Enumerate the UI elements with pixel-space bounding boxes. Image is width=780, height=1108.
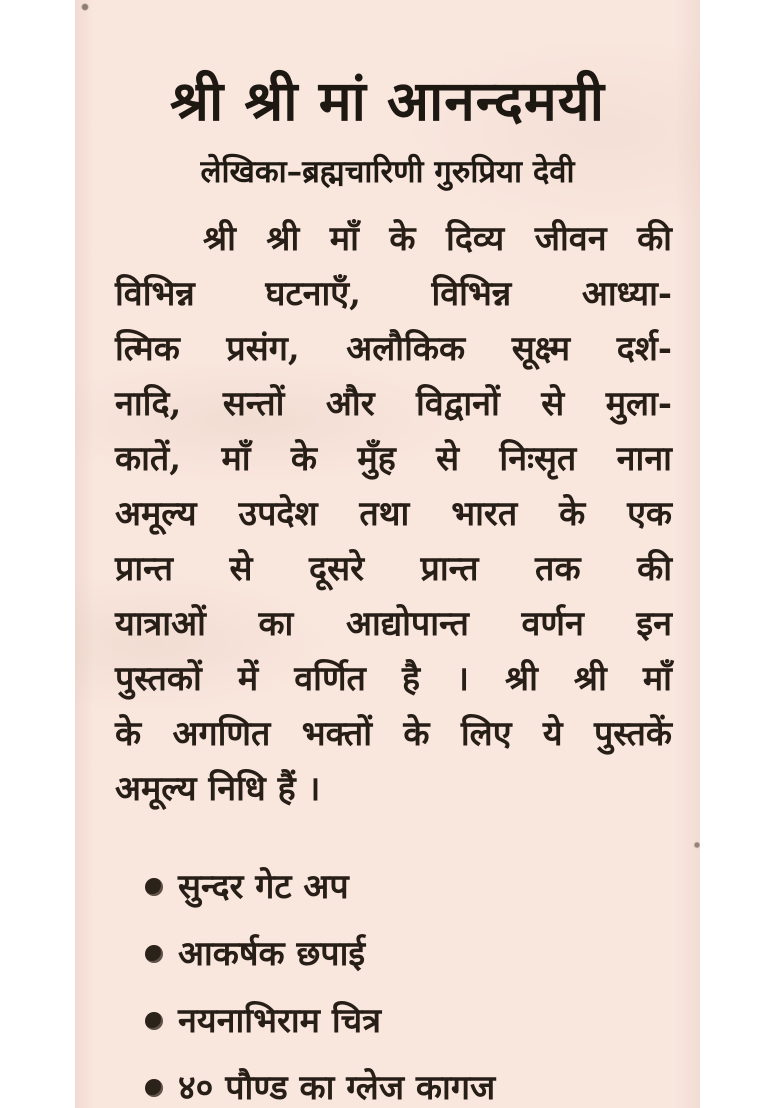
page-title: श्री श्री मां आनन्दमयी [170, 68, 605, 133]
paragraph-line: नादि, सन्तों और विद्वानों से मुला- [115, 384, 672, 424]
paragraph-line: अमूल्य निधि हैं । [115, 769, 321, 809]
paragraph-line: त्मिक प्रसंग, अलौकिक सूक्ष्म दर्श- [115, 329, 672, 369]
list-item [145, 987, 680, 1054]
bullet-icon [145, 945, 163, 963]
feature-list [145, 853, 680, 1108]
paragraph-line: पुस्तकों में वर्णित है । श्री श्री माँ [115, 659, 672, 699]
author-byline: लेखिका–ब्रह्मचारिणी गुरुप्रिया देवी [200, 154, 575, 190]
book-advertisement-page [75, 0, 700, 1108]
list-item [145, 853, 680, 920]
paragraph-line: यात्राओं का आद्योपान्त वर्णन इन [115, 604, 672, 644]
list-item-label: ४० पौण्ड का ग्लेज कागज [178, 1067, 496, 1108]
paragraph-line: श्री श्री माँ के दिव्य जीवन की [203, 219, 672, 259]
paragraph-line: के अगणित भक्तों के लिए ये पुस्तकें [115, 714, 672, 754]
bullet-icon [145, 1012, 163, 1030]
list-item [145, 1054, 680, 1108]
paragraph-line: अमूल्य उपदेश तथा भारत के एक [115, 494, 672, 534]
bullet-icon [145, 878, 163, 896]
bullet-icon [145, 1079, 163, 1097]
description-paragraph [115, 212, 672, 817]
list-item-label: सुन्दर गेट अप [178, 866, 349, 907]
list-item-label: आकर्षक छपाई [178, 933, 366, 974]
paragraph-line: प्रान्त से दूसरे प्रान्त तक की [115, 549, 672, 589]
list-item-label: नयनाभिराम चित्र [178, 1000, 382, 1041]
paragraph-line: विभिन्न घटनाएँ, विभिन्न आध्या- [115, 274, 672, 314]
list-item [145, 920, 680, 987]
paragraph-line: कातें, माँ के मुँह से निःसृत नाना [115, 439, 672, 479]
